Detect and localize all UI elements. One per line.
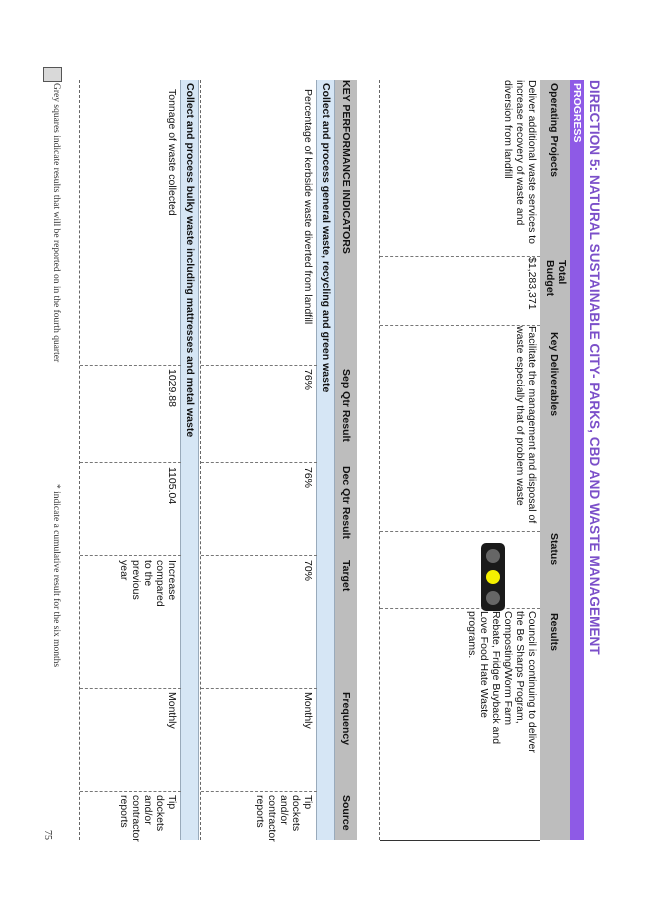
kpi-row (200, 80, 317, 840)
kpi-indicator: Tonnage of waste collected (166, 89, 178, 216)
kpi-target: Increase compared to the previous year (118, 560, 178, 607)
header-source: Source (340, 795, 352, 831)
progress-banner (570, 80, 584, 840)
header-status: Status (548, 533, 560, 566)
operating-projects-header (540, 80, 570, 840)
header-kpi: KEY PERFORMANCE INDICATORS (340, 80, 352, 254)
header-operating-projects: Operating Projects (548, 83, 560, 177)
operating-projects-row (379, 80, 540, 840)
header-sep-qtr: Sep Qtr Result (340, 369, 352, 442)
kpi-frequency: Monthly (166, 692, 178, 729)
progress-label: PROGRESS (571, 83, 583, 143)
header-frequency: Frequency (340, 692, 352, 746)
kpi-source: Tip dockets and/or contractor reports (254, 795, 314, 842)
header-key-deliverables: Key Deliverables (548, 332, 560, 417)
header-dec-qtr: Dec Qtr Result (340, 466, 352, 539)
kpi-header (335, 80, 357, 840)
kpi-source: Tip dockets and/or contractor reports (118, 795, 178, 842)
kpi-sep-result: 76% (302, 369, 314, 391)
header-total-budget: Total Budget (544, 260, 568, 297)
project-deliverable: Facilitate the management and disposal of waste especially that of problem waste (514, 326, 538, 524)
project-description: Deliver additional waste services to increase recovery of waste and diversion from landfill (502, 80, 538, 244)
kpi-frequency: Monthly (302, 692, 314, 729)
kpi-dec-result: 76% (302, 467, 314, 489)
section-title: Collect and process bulky waste including mattresses and metal waste (184, 83, 196, 438)
kpi-section-heading (316, 80, 335, 840)
header-target: Target (340, 560, 352, 592)
project-budget: $1,283,371 (526, 257, 538, 310)
kpi-sep-result: 1029.88 (166, 369, 178, 407)
page-title: DIRECTION 5: NATURAL SUSTAINABLE CITY- PARKS, CBD AND WASTE MANAGEMENT (587, 80, 602, 655)
header-results: Results (548, 613, 560, 651)
kpi-section-heading (180, 80, 199, 840)
grey-square-legend-icon (43, 67, 62, 82)
footnote-grey-squares: Grey squares indicate results that will be reported on in the fourth quarter (51, 83, 61, 363)
kpi-row (79, 80, 181, 840)
kpi-indicator: Percentage of kerbside waste diverted from landfill (302, 89, 314, 325)
status-traffic-light-icon (481, 543, 505, 611)
kpi-dec-result: 1105.04 (166, 467, 178, 505)
footnote-cumulative: * indicate a cumulative result for the six months (51, 484, 61, 668)
section-title: Collect and process general waste, recycling and green waste (320, 83, 332, 393)
project-results: Council is continuing to deliver the Be Sharps Program, Composting/Worm Farm Rebate, Fridge Buyback and Love Food Hate Waste programs. (466, 611, 538, 753)
kpi-target: 70% (302, 560, 314, 582)
page-number: 75 (42, 830, 53, 840)
